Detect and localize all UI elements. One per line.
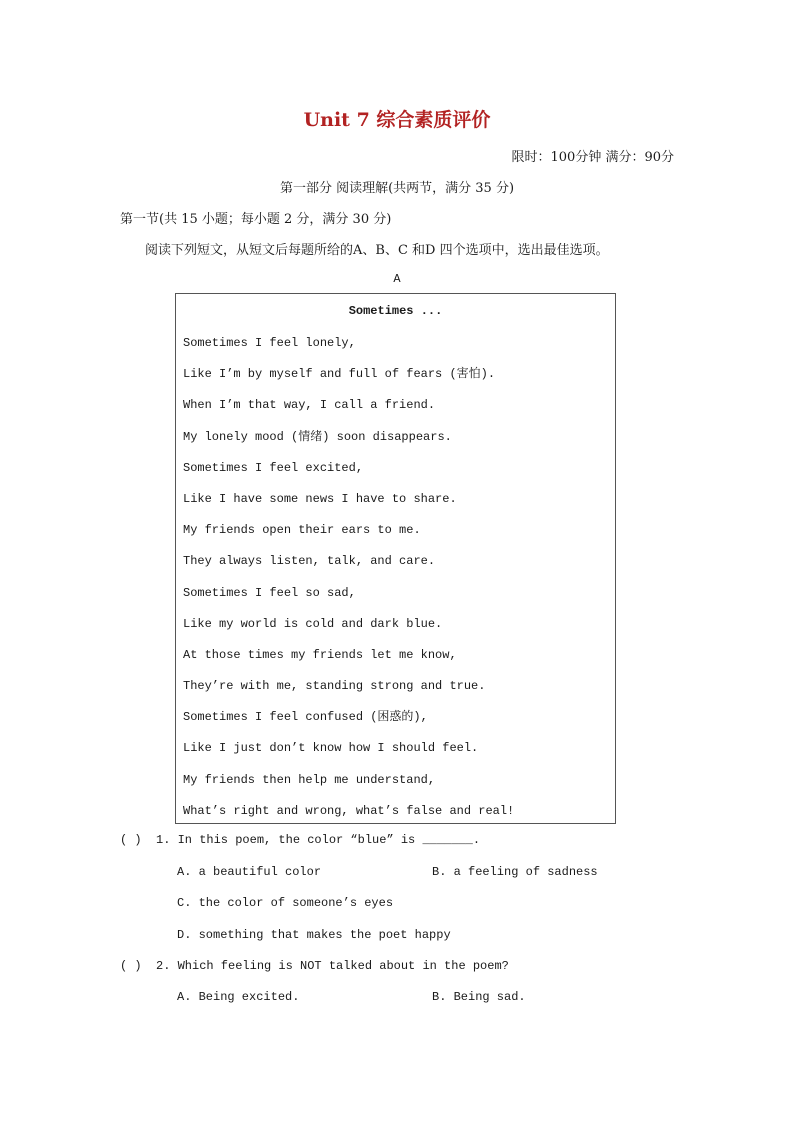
question-2 — [120, 959, 509, 973]
poem-line: Like I’m by myself and full of fears (害怕). — [183, 367, 496, 382]
option-d: D. something that makes the poet happy — [177, 928, 451, 942]
option-a: A. a beautiful color — [177, 865, 322, 879]
question-stem: 1. In this poem, the color “blue” is _______. — [156, 833, 481, 847]
section-heading: 第一节(共 15 小题；每小题 2 分，满分 30 分) — [120, 212, 392, 227]
question-1 — [120, 833, 480, 847]
poem-line: When I’m that way, I call a friend. — [183, 398, 436, 413]
poem-line: My friends then help me understand, — [183, 772, 436, 787]
part-heading: 第一部分 阅读理解(共两节，满分 35 分) — [279, 181, 515, 196]
page-title: Unit 7 综合素质评价 — [303, 109, 491, 131]
poem-line: Like my world is cold and dark blue. — [183, 616, 443, 631]
time-limit: 限时：100分钟 满分：90分 — [511, 150, 674, 165]
poem-line: Sometimes I feel confused (困惑的), — [183, 710, 428, 725]
poem-line: Sometimes I feel lonely, — [183, 336, 356, 350]
poem-line: They’re with me, standing strong and true. — [183, 679, 486, 694]
question-stem: 2. Which feeling is NOT talked about in the poem? — [156, 959, 509, 973]
poem-line: Sometimes I feel excited, — [183, 460, 364, 475]
poem-lines — [183, 335, 514, 834]
answer-blank[interactable]: ( ) — [120, 959, 142, 973]
poem-line: Like I just don’t know how I should feel. — [183, 741, 479, 756]
poem-line: They always listen, talk, and care. — [183, 554, 436, 569]
poem-line: Like I have some news I have to share. — [183, 491, 457, 506]
poem-line: At those times my friends let me know, — [183, 647, 457, 662]
passage-letter: A — [393, 272, 401, 286]
poem-line: My friends open their ears to me. — [183, 523, 421, 538]
answer-blank[interactable]: ( ) — [120, 833, 142, 847]
instruction-text: 阅读下列短文，从短文后每题所给的A、B、C 和D 四个选项中，选出最佳选项。 — [145, 243, 609, 258]
poem-line: Sometimes I feel so sad, — [183, 585, 356, 600]
poem-line: What’s right and wrong, what’s false and real! — [183, 803, 515, 818]
poem-line: My lonely mood (情绪) soon disappears. — [183, 429, 452, 444]
option-c: C. the color of someone’s eyes — [177, 896, 394, 910]
option-b: B. Being sad. — [432, 990, 526, 1004]
option-a: A. Being excited. — [177, 990, 300, 1004]
poem-box — [175, 293, 616, 824]
option-b: B. a feeling of sadness — [432, 865, 598, 879]
poem-title: Sometimes ... — [348, 304, 443, 318]
